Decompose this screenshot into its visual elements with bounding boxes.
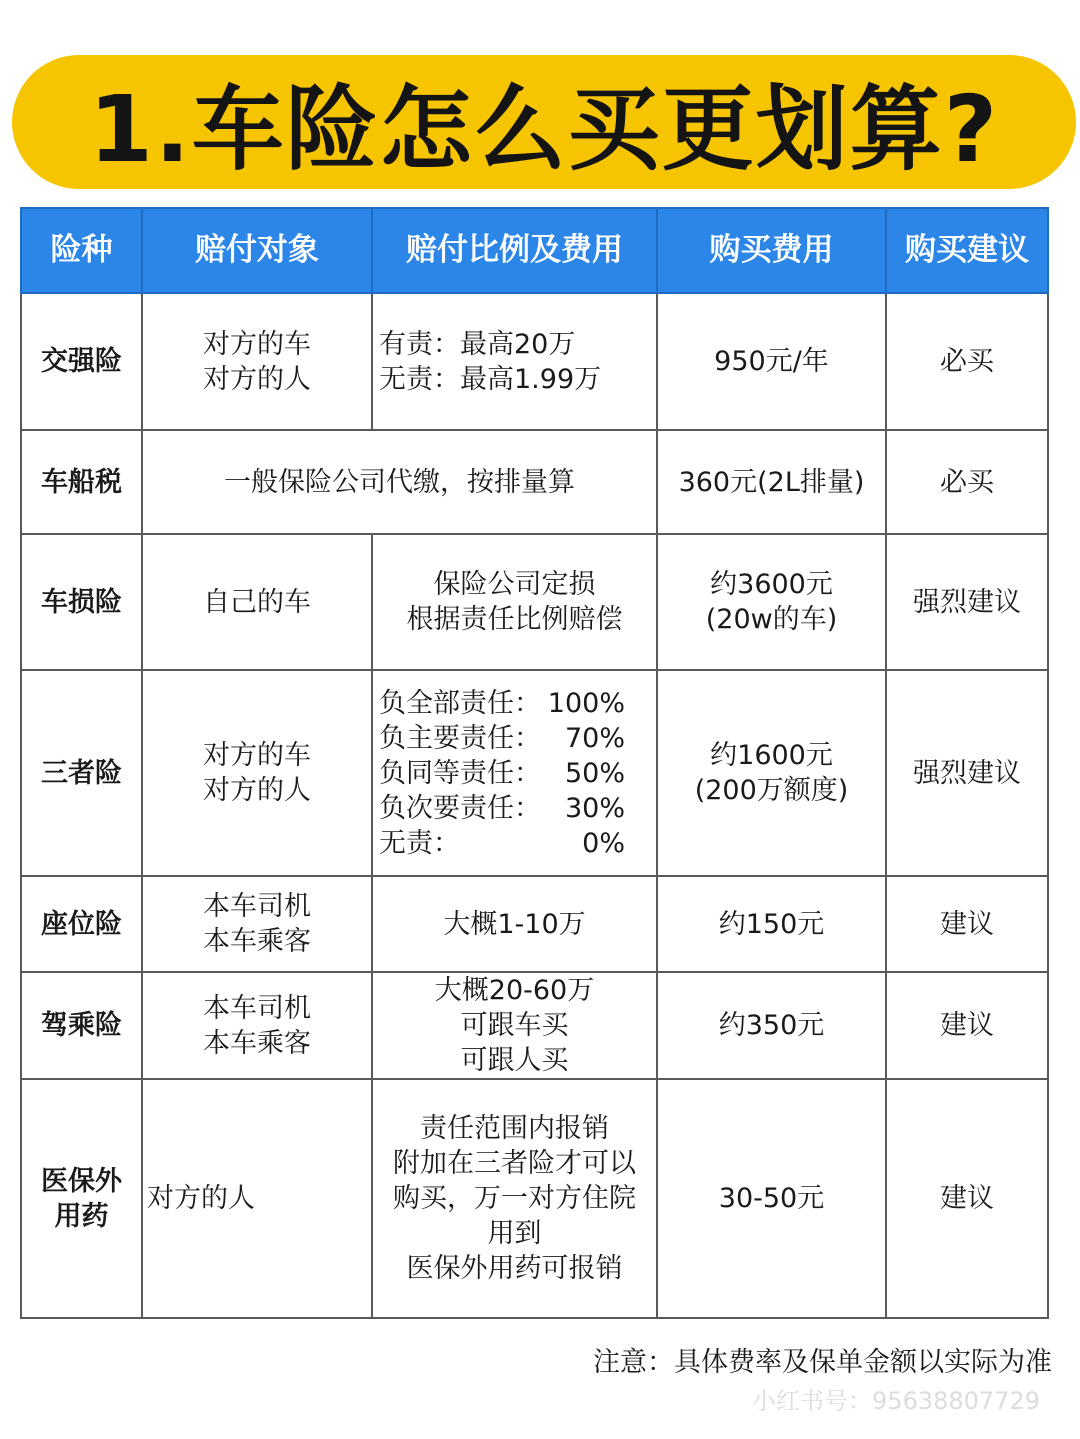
purchase-cost-cell: [657, 972, 886, 1079]
ratio-value: 30%: [564, 792, 625, 824]
target-line: 本车乘客: [203, 1027, 311, 1059]
ratio-label: 负次要责任：: [379, 792, 541, 824]
type-line: 医保外: [41, 1165, 122, 1197]
ratio-value: 50%: [564, 757, 625, 789]
target-line: 自己的车: [203, 586, 311, 618]
ratio-line: 根据责任比例赔偿: [406, 604, 623, 635]
purchase-cost-cell: [657, 1079, 886, 1318]
ratio-line: 有责：最高20万: [379, 328, 576, 360]
target-line: 对方的人: [203, 363, 311, 395]
header-purchase-advice: 购买建议: [886, 208, 1048, 293]
table-row: [21, 670, 1048, 876]
title-banner: [12, 55, 1076, 189]
merged-description-cell: 一般保险公司代缴，按排量算: [142, 430, 657, 534]
table-row: [21, 430, 1048, 534]
payout-target-cell: [142, 293, 372, 430]
purchase-cost-cell: [657, 670, 886, 876]
header-payout-ratio: 赔付比例及费用: [372, 208, 657, 293]
cost-line: 约150元: [718, 908, 825, 940]
purchase-advice-cell: 必买: [886, 430, 1048, 534]
cost-line: 约350元: [718, 1010, 825, 1041]
target-line: 对方的车: [203, 328, 311, 360]
payout-ratio-cell: [372, 293, 657, 430]
ratio-label: 负同等责任：: [379, 757, 541, 789]
target-line: 对方的人: [147, 1183, 255, 1214]
header-purchase-cost: 购买费用: [657, 208, 886, 293]
cost-line: 约3600元: [710, 569, 833, 600]
payout-ratio-cell: [372, 534, 657, 670]
cost-line: (20w的车): [705, 604, 838, 635]
purchase-advice-cell: 建议: [886, 1079, 1048, 1318]
type-line: 用药: [54, 1200, 109, 1232]
ratio-line: 用到: [487, 1218, 542, 1249]
purchase-advice-cell: 建议: [886, 972, 1048, 1079]
table-row: [21, 876, 1048, 972]
ratio-line: 大概20-60万: [434, 975, 595, 1006]
header-payout-target: 赔付对象: [142, 208, 372, 293]
insurance-type-cell: 交强险: [21, 293, 142, 430]
payout-target-cell: [142, 876, 372, 972]
ratio-label: 负全部责任：: [379, 687, 541, 719]
ratio-line: 医保外用药可报销: [406, 1253, 623, 1284]
cost-line: 950元/年: [714, 346, 829, 377]
purchase-cost-cell: [657, 876, 886, 972]
ratio-line: 可跟车买: [460, 1010, 569, 1041]
insurance-type-cell: 车损险: [21, 534, 142, 670]
target-line: 本车司机: [203, 992, 311, 1024]
ratio-line: 责任范围内报销: [420, 1113, 609, 1144]
purchase-cost-cell: [657, 430, 886, 534]
payout-ratio-cell: [372, 876, 657, 972]
payout-ratio-cell: [372, 1079, 657, 1318]
ratio-value: 100%: [547, 687, 625, 719]
insurance-type-cell: 座位险: [21, 876, 142, 972]
table-row: [21, 293, 1048, 430]
ratio-line: 购买，万一对方住院: [393, 1183, 636, 1214]
insurance-table: [20, 207, 1049, 1319]
table-header-row: [21, 208, 1048, 293]
page-title: 1.车险怎么买更划算?: [88, 76, 1000, 183]
payout-ratio-cell: [372, 670, 657, 876]
purchase-cost-cell: [657, 293, 886, 430]
target-line: 本车乘客: [203, 926, 311, 957]
table-row: [21, 1079, 1048, 1318]
cost-line: (200万额度): [694, 775, 849, 806]
ratio-label: 无责：: [379, 827, 460, 859]
watermark: 小红书号：95638807729: [752, 1387, 1040, 1415]
purchase-advice-cell: 强烈建议: [886, 670, 1048, 876]
ratio-line: 大概1-10万: [443, 908, 586, 940]
target-line: 本车司机: [203, 891, 311, 922]
target-line: 对方的车: [203, 740, 311, 771]
ratio-line: 保险公司定损: [433, 569, 596, 600]
insurance-type-cell: 车船税: [21, 430, 142, 534]
purchase-advice-cell: 强烈建议: [886, 534, 1048, 670]
ratio-line: 无责：最高1.99万: [379, 363, 602, 395]
payout-ratio-cell: [372, 972, 657, 1079]
payout-target-cell: [142, 534, 372, 670]
table-row: [21, 534, 1048, 670]
ratio-pair: [379, 721, 625, 756]
insurance-type-cell: 三者险: [21, 670, 142, 876]
target-line: 对方的人: [203, 775, 311, 806]
table-row: [21, 972, 1048, 1079]
payout-target-cell: [142, 1079, 372, 1318]
cost-line: 约1600元: [710, 740, 833, 771]
ratio-label: 负主要责任：: [379, 722, 541, 754]
footer-note: 注意：具体费率及保单金额以实际为准: [593, 1347, 1052, 1378]
payout-target-cell: [142, 670, 372, 876]
ratio-value: 0%: [582, 827, 625, 859]
ratio-pair: [379, 791, 625, 826]
purchase-cost-cell: [657, 534, 886, 670]
cost-line: 360元(2L排量): [678, 466, 865, 498]
ratio-pair: [379, 686, 625, 721]
ratio-pair: [379, 826, 625, 861]
insurance-type-cell: 驾乘险: [21, 972, 142, 1079]
purchase-advice-cell: 建议: [886, 876, 1048, 972]
cost-line: 30-50元: [718, 1183, 825, 1214]
ratio-line: 附加在三者险才可以: [393, 1148, 636, 1179]
header-insurance-type: 险种: [21, 208, 142, 293]
purchase-advice-cell: 必买: [886, 293, 1048, 430]
insurance-type-cell: [21, 1079, 142, 1318]
ratio-value: 70%: [564, 722, 625, 754]
ratio-pair: [379, 756, 625, 791]
payout-target-cell: [142, 972, 372, 1079]
ratio-line: 可跟人买: [460, 1045, 569, 1076]
